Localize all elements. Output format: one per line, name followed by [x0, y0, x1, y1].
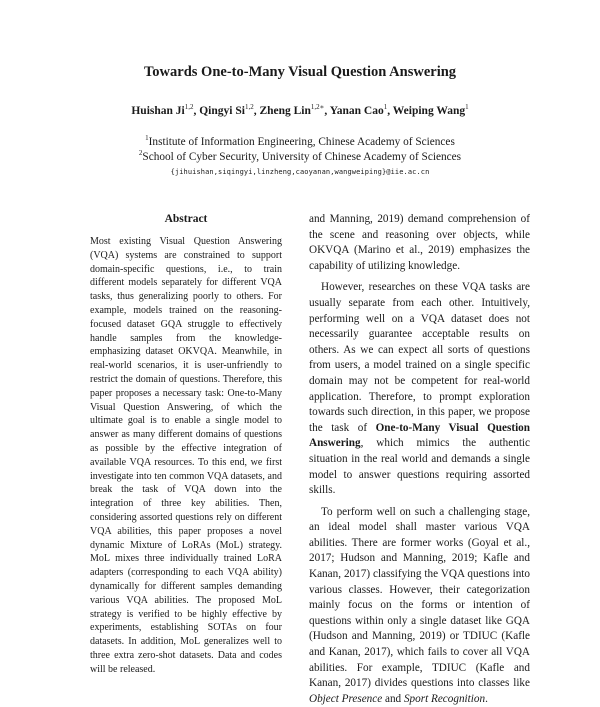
paragraph: However, researches on these VQA tasks are usually separate from each other. Intuitively, performing well on a VQA dataset does not necessarily guarantee acceptable results on others. As we can expect all sorts of questions from users, a model trained on a single specific domain may not be competent for real-world application. Therefore, to prompt exploration towards such direction, in this paper, we propose the task of One-to-Many Visual Question Answering, which mimics the authentic situation in the real world and demands a single model to answer questions requiring assorted skills.	[309, 281, 530, 497]
author: Yanan Cao$^1$,	[329, 103, 393, 117]
affiliation-1: $^1$Institute of Information Engineering, Chinese Academy of Sciences	[145, 134, 455, 148]
author: Weiping Wang$^1$	[392, 103, 469, 117]
affiliation-2: $^2$School of Cyber Security, University of Chinese Academy of Sciences	[138, 149, 462, 163]
author-emails: {jihuishan,siqingyi,linzheng,caoyanan,wangweiping}@iie.ac.cn	[170, 168, 430, 176]
paragraph: and Manning, 2019) demand comprehension of the scene and reasoning over objects, while OKVQA (Marino et al., 2019) emphasizes the capability of utilizing knowledge.	[309, 213, 530, 272]
paragraph: To perform well on such a challenging stage, an ideal model shall master various VQA abilities. There are former works (Goyal et al., 2017; Hudson and Manning, 2019; Kafle and Kanan, 2017) classifying the VQA questions into various classes. However, their categorization mainly focus on the forms or intention of questions within only a single dataset like GQA (Hudson and Manning, 2019) or TDIUC (Kafle and Kanan, 2017), which fails to cover all VQA abilities. For example, TDIUC (Kafle and Kanan, 2017) divides questions into classes like Object Presence and Sport Recognition.	[309, 505, 530, 705]
right-column	[309, 212, 530, 707]
author: Zheng Lin$^{1,2∗}$,	[259, 103, 330, 117]
abstract-body: Most existing Visual Question Answering (VQA) systems are constrained to support domain-specific questions, i.e., to train different models separately for different VQA tasks, thus generalizing poorly to others. For example, models trained on the reasoning-focused dataset GQA struggle to effectively handle samples from the knowledge-emphasizing dataset OKVQA. Meanwhile, in real-world scenarios, it is user-unfriendly to restrict the domain of questions. Therefore, this paper proposes a necessary task: One-to-Many Visual Question Answering, of which the ultimate goal is to enable a single model to answer as many different domains of questions as possible by the effective integration of available VQA resources. To this end, we first investigate into ten common VQA datasets, and break the task of VQA down into the integration of three key abilities. Then, considering assorted questions rely on different VQA abilities, this paper proposes a novel dynamic Mixture of LoRAs (MoL) strategy. MoL mixes three individually trained LoRA adapters (corresponding to each VQA ability) dynamically for different samples demanding various VQA abilities. The proposed MoL strategy is verified to be highly effective by experiments, establishing SOTAs on four datasets. In addition, MoL generalizes well to three extra zero-shot datasets. Data and codes will be released.	[90, 236, 282, 675]
author: Qingyi Si$^{1,2}$,	[199, 103, 260, 117]
left-column	[90, 212, 282, 677]
abstract-heading: Abstract	[164, 213, 208, 225]
paper-title: Towards One-to-Many Visual Question Answering	[143, 64, 457, 80]
author: Huishan Ji$^{1,2}$,	[131, 103, 200, 117]
author-list	[0, 103, 600, 117]
task-name: One-to-Many Visual Question Answering	[309, 421, 530, 450]
